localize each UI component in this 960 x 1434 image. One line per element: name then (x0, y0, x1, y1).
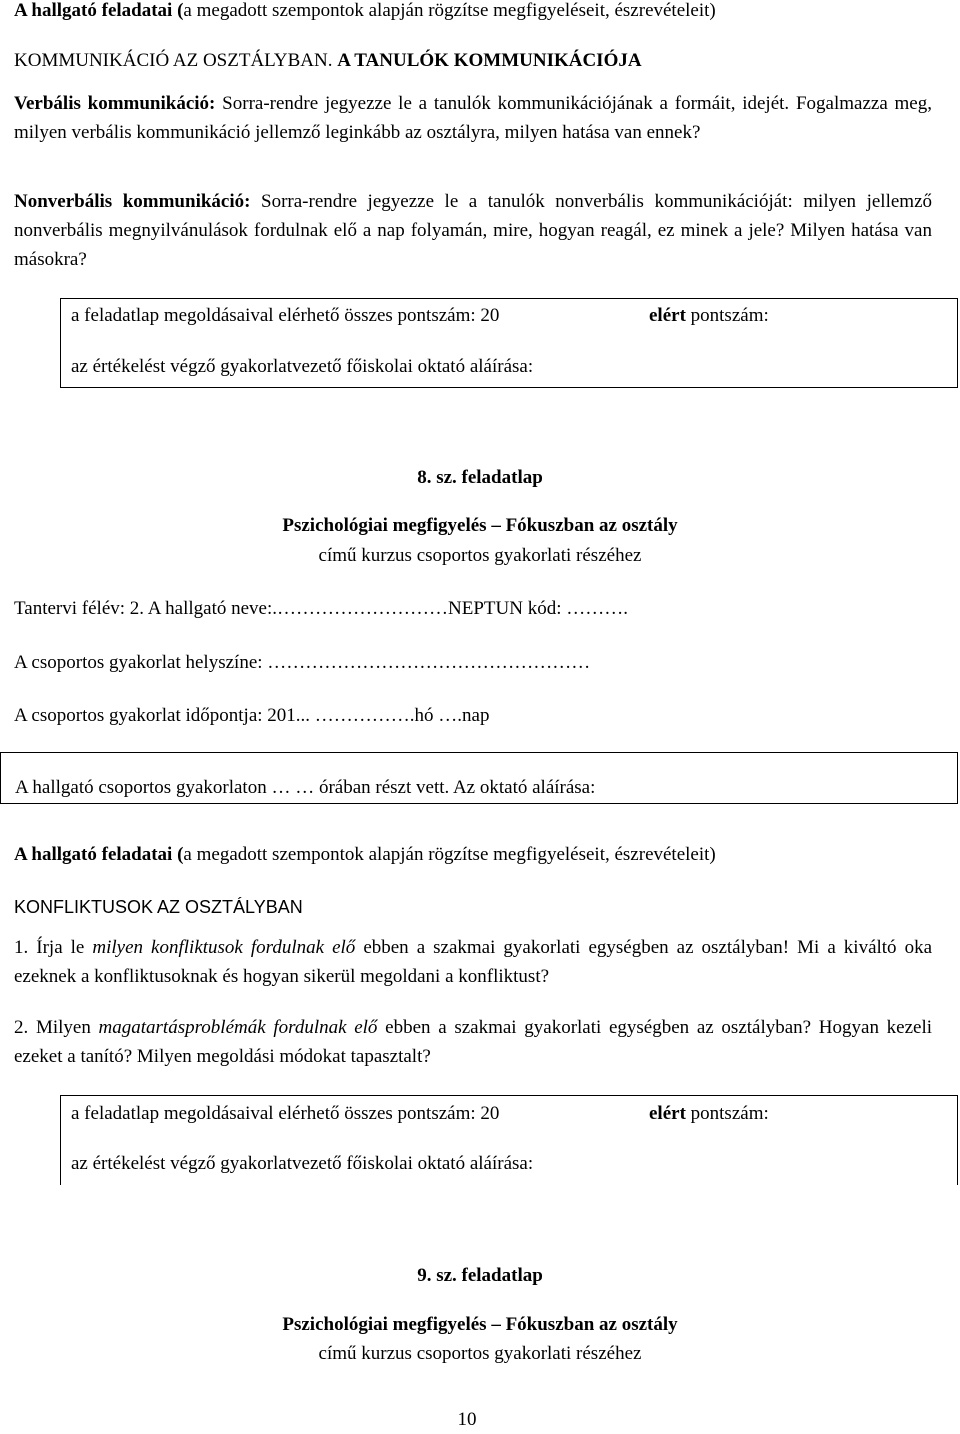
sheet-title-text: Pszichológiai megfigyelés – Fókuszban az osztály (282, 515, 678, 536)
question-1 (14, 933, 932, 991)
achieved-bold: elért (649, 305, 686, 326)
task-instruction-1 (14, 0, 932, 25)
sheet-number-8 (0, 463, 960, 492)
heading-part-1: KOMMUNIKÁCIÓ AZ OSZTÁLYBAN. (14, 50, 338, 71)
achieved-rest-2: pontszám: (685, 1103, 769, 1124)
date-line: A csoportos gyakorlat időpontja: 201... …………….hó ….nap (14, 705, 490, 726)
task-instruction-2 (14, 840, 932, 869)
verbal-label: Verbális kommunikáció: (14, 93, 216, 114)
task-label: A hallgató feladatai ( (14, 0, 184, 21)
q1-post: ebben a szakmai gyakorlati egységben az osztályban! Mi a kiváltó oka ezeknek a konfliktusoknak és hogyan sikerül megoldani a konfliktust? (14, 937, 933, 987)
achieved-points-label-2 (649, 1101, 769, 1127)
q2-post: ebben a szakmai gyakorlati egységben az osztályban? Hogyan kezeli ezeket a tanító? Milyen megoldási módokat tapasztalt? (14, 1017, 933, 1067)
question-2 (14, 1013, 932, 1071)
sheet-title-9 (0, 1310, 960, 1339)
attendance-box (0, 752, 958, 804)
signature-label: az értékelést végző gyakorlatvezető főiskolai oktató aláírása: (71, 356, 534, 377)
achieved-points-label (649, 303, 769, 329)
location-line: A csoportos gyakorlat helyszíne: …………………………………………… (14, 652, 591, 673)
sheet-title-8 (0, 511, 960, 540)
achieved-rest: pontszám: (685, 305, 769, 326)
task-text-2: a megadott szempontok alapján rögzítse megfigyeléseit, észrevételeit) (183, 844, 716, 865)
q2-pre: 2. Milyen (14, 1017, 99, 1038)
task-label-2: A hallgató feladatai ( (14, 844, 184, 865)
score-box-2 (60, 1095, 958, 1185)
achieved-bold-2: elért (649, 1103, 686, 1124)
heading-part-2: A TANULÓK KOMMUNIKÁCIÓJA (337, 50, 642, 71)
q2-italic: magatartásproblémák fordulnak elő (98, 1017, 378, 1038)
total-points-label: a feladatlap megoldásaival elérhető összes pontszám: 20 (71, 305, 500, 326)
nonverbal-text: Sorra-rendre jegyezze le a tanulók nonverbális kommunikációját: milyen jellemző nonverbális megnyilvánulások fordulnak elő a nap folyamán, mire, hogyan reagál, ez minek a jele? Milyen hatása van másokra? (14, 191, 932, 270)
section-heading-communication (14, 46, 932, 75)
sheet-number-text: 8. sz. feladatlap (417, 467, 543, 488)
q1-pre: 1. Írja le (14, 937, 93, 958)
sheet-subtitle-9: című kurzus csoportos gyakorlati részéhez (318, 1343, 642, 1364)
nonverbal-label: Nonverbális kommunikáció: (14, 191, 251, 212)
sheet-number-9-text: 9. sz. feladatlap (417, 1265, 543, 1286)
q1-italic: milyen konfliktusok fordulnak elő (92, 937, 356, 958)
task-text: a megadott szempontok alapján rögzítse megfigyeléseit, észrevételeit) (183, 0, 716, 21)
sheet-subtitle-8: című kurzus csoportos gyakorlati részéhez (318, 545, 642, 566)
score-box-1 (60, 298, 958, 388)
semester-name-neptun-line: Tantervi félév: 2. A hallgató neve:.………………………NEPTUN kód: ………. (14, 598, 628, 619)
sheet-title-9-text: Pszichológiai megfigyelés – Fókuszban az osztály (282, 1314, 678, 1335)
attendance-text: A hallgató csoportos gyakorlaton … … órában részt vett. Az oktató aláírása: (15, 777, 596, 798)
page-number: 10 (457, 1409, 477, 1430)
sheet-number-9 (0, 1261, 960, 1290)
nonverbal-communication-paragraph (14, 187, 932, 274)
verbal-text: Sorra-rendre jegyezze le a tanulók kommunikációjának a formáit, idejét. Fogalmazza meg, milyen verbális kommunikáció jellemző leginkább az osztályra, milyen hatása van ennek? (14, 93, 932, 143)
verbal-communication-paragraph (14, 89, 932, 147)
section-heading-conflicts: KONFLIKTUSOK AZ OSZTÁLYBAN (14, 897, 303, 917)
signature-label-2: az értékelést végző gyakorlatvezető főiskolai oktató aláírása: (71, 1153, 534, 1174)
total-points-label-2: a feladatlap megoldásaival elérhető összes pontszám: 20 (71, 1103, 500, 1124)
